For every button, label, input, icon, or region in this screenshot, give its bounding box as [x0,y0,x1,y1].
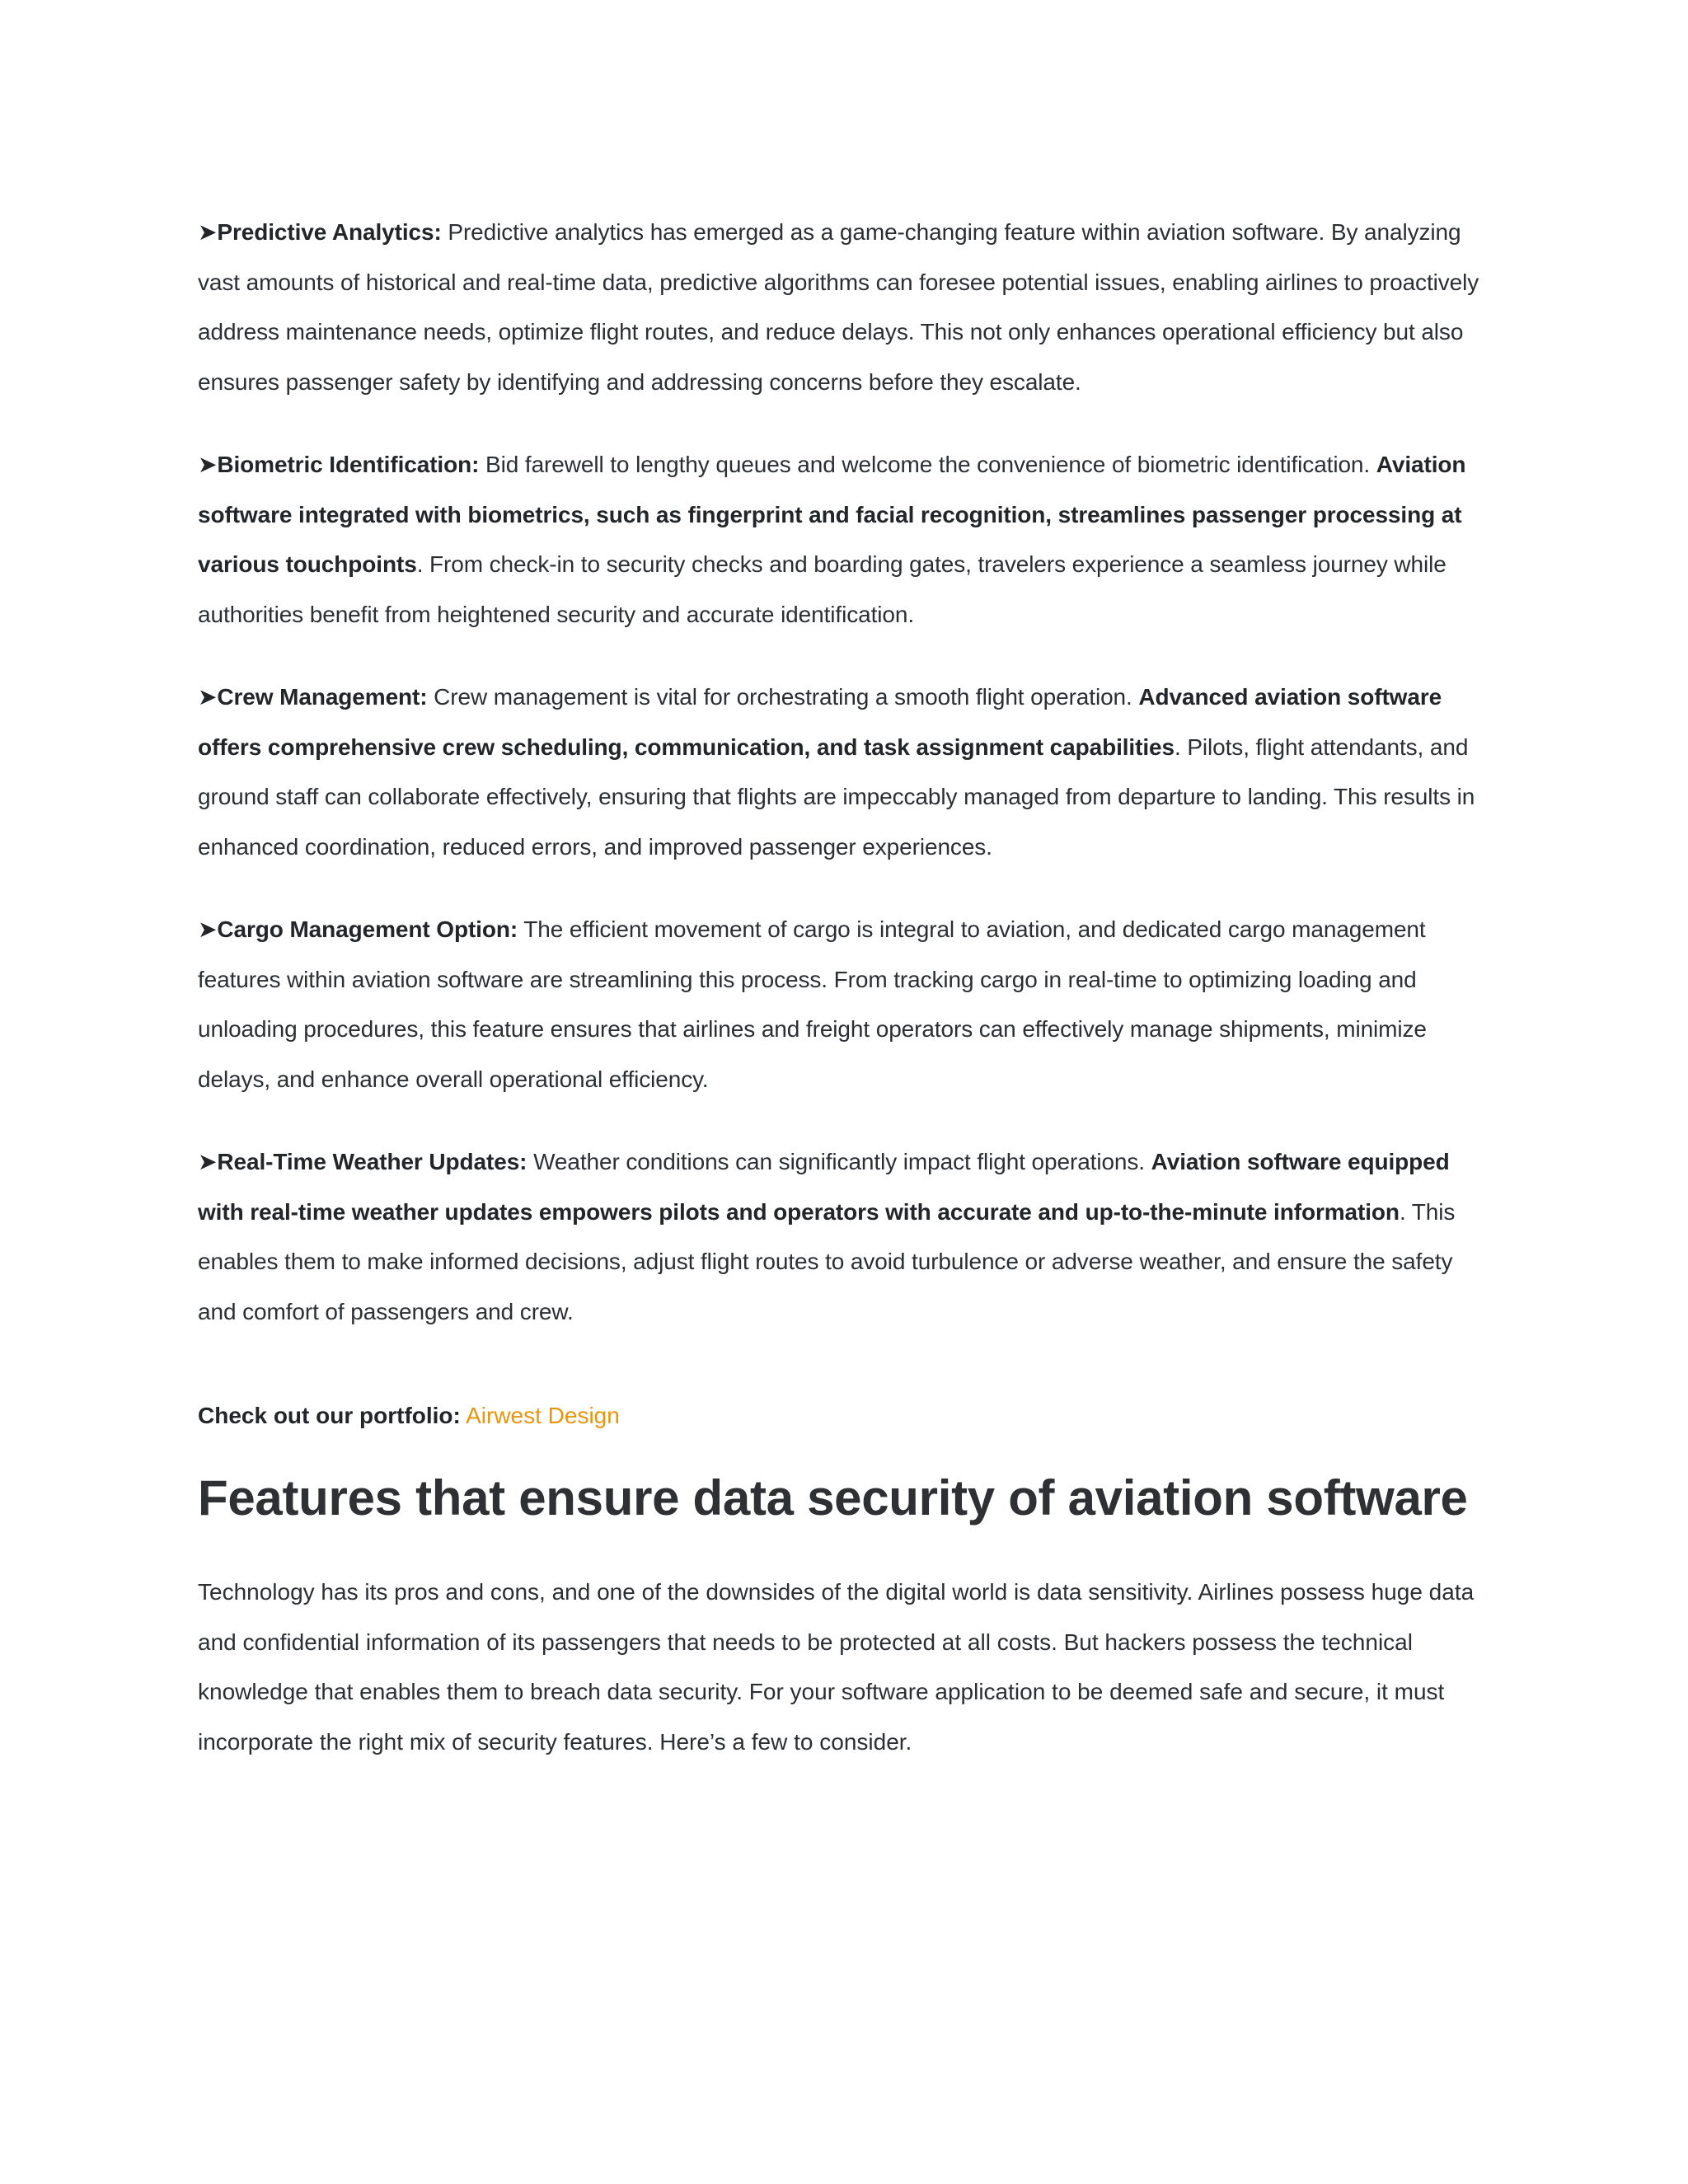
bullet-text-continued: . This enables them to make informed decisions, adjust flight routes to avoid turbulence or adverse weather, and ensure the safety and comfort of passengers and crew. [198,1198,1456,1324]
document-page [198,208,1493,1767]
bullet-text: Predictive analytics has emerged as a game-changing feature within aviation software. By analyzing vast amounts of historical and real-time data, predictive algorithms can foresee potential issues, enabling airlines to proactively address maintenance needs, optimize flight routes, and reduce delays. This not only enhances operational efficiency but also ensures passenger safety by identifying and addressing concerns before they escalate. [198,219,1479,395]
bullet-crew-management [198,673,1493,872]
bullet-predictive-analytics [198,208,1493,407]
bullet-title: Real-Time Weather Updates: [217,1149,528,1174]
bullet-title: Biometric Identification: [217,452,480,477]
portfolio-label: Check out our portfolio: [198,1403,461,1428]
bullet-text: Bid farewell to lengthy queues and welcome the convenience of biometric identification. [479,452,1376,477]
bullet-text: The efficient movement of cargo is integral to aviation, and dedicated cargo management features within aviation software are streamlining this process. From tracking cargo in real-time to optimizing loading and unloading procedures, this feature ensures that airlines and freight operators can effectively manage shipments, minimize delays, and enhance overall operational efficiency. [198,916,1427,1092]
bullet-text-continued: . Pilots, flight attendants, and ground staff can collaborate effectively, ensuring that flights are impeccably managed from departure to landing. This results in enhanced coordination, reduced errors, and improved passenger experiences. [198,733,1475,860]
arrowhead-bullet-icon: ➤ [198,219,218,245]
bullet-title: Predictive Analytics: [217,219,442,245]
arrowhead-bullet-icon: ➤ [198,452,218,477]
portfolio-link[interactable]: Airwest Design [466,1403,620,1428]
bullet-title: Cargo Management Option: [217,916,518,942]
bullet-biometric-identification [198,440,1493,640]
bullet-text-continued: . From check-in to security checks and boarding gates, travelers experience a seamless journey while authorities benefit from heightened security and accurate identification. [198,551,1447,627]
bullet-cargo-management [198,905,1493,1104]
portfolio-line [198,1391,1493,1441]
bullet-text: Crew management is vital for orchestrating a smooth flight operation. [427,684,1139,710]
arrowhead-bullet-icon: ➤ [198,916,218,942]
arrowhead-bullet-icon: ➤ [198,684,218,710]
arrowhead-bullet-icon: ➤ [198,1149,218,1174]
bullet-text: Weather conditions can significantly impact flight operations. [527,1149,1151,1174]
bullet-title: Crew Management: [217,684,428,710]
bullet-bold-text: Aviation software integrated with biometrics, such as fingerprint and facial recognition, streamlines passenger processing at various touchpoints [198,452,1466,577]
bullet-real-time-weather [198,1137,1493,1337]
section-intro: Technology has its pros and cons, and one of the downsides of the digital world is data sensitivity. Airlines possess huge data and confidential information of its passengers that needs to be protected at all costs. But hackers possess the technical knowledge that enables them to breach data security. For your software application to be deemed safe and secure, it must incorporate the right mix of security features. Here’s a few to consider. [198,1579,1475,1755]
section-heading: Features that ensure data security of aviation software [198,1470,1468,1526]
bullet-bold-text: Advanced aviation software offers comprehensive crew scheduling, communication, and task assignment capabilities [198,684,1442,760]
bullet-bold-text: Aviation software equipped with real-time weather updates empowers pilots and operators with accurate and up-to-the-minute information [198,1149,1450,1225]
